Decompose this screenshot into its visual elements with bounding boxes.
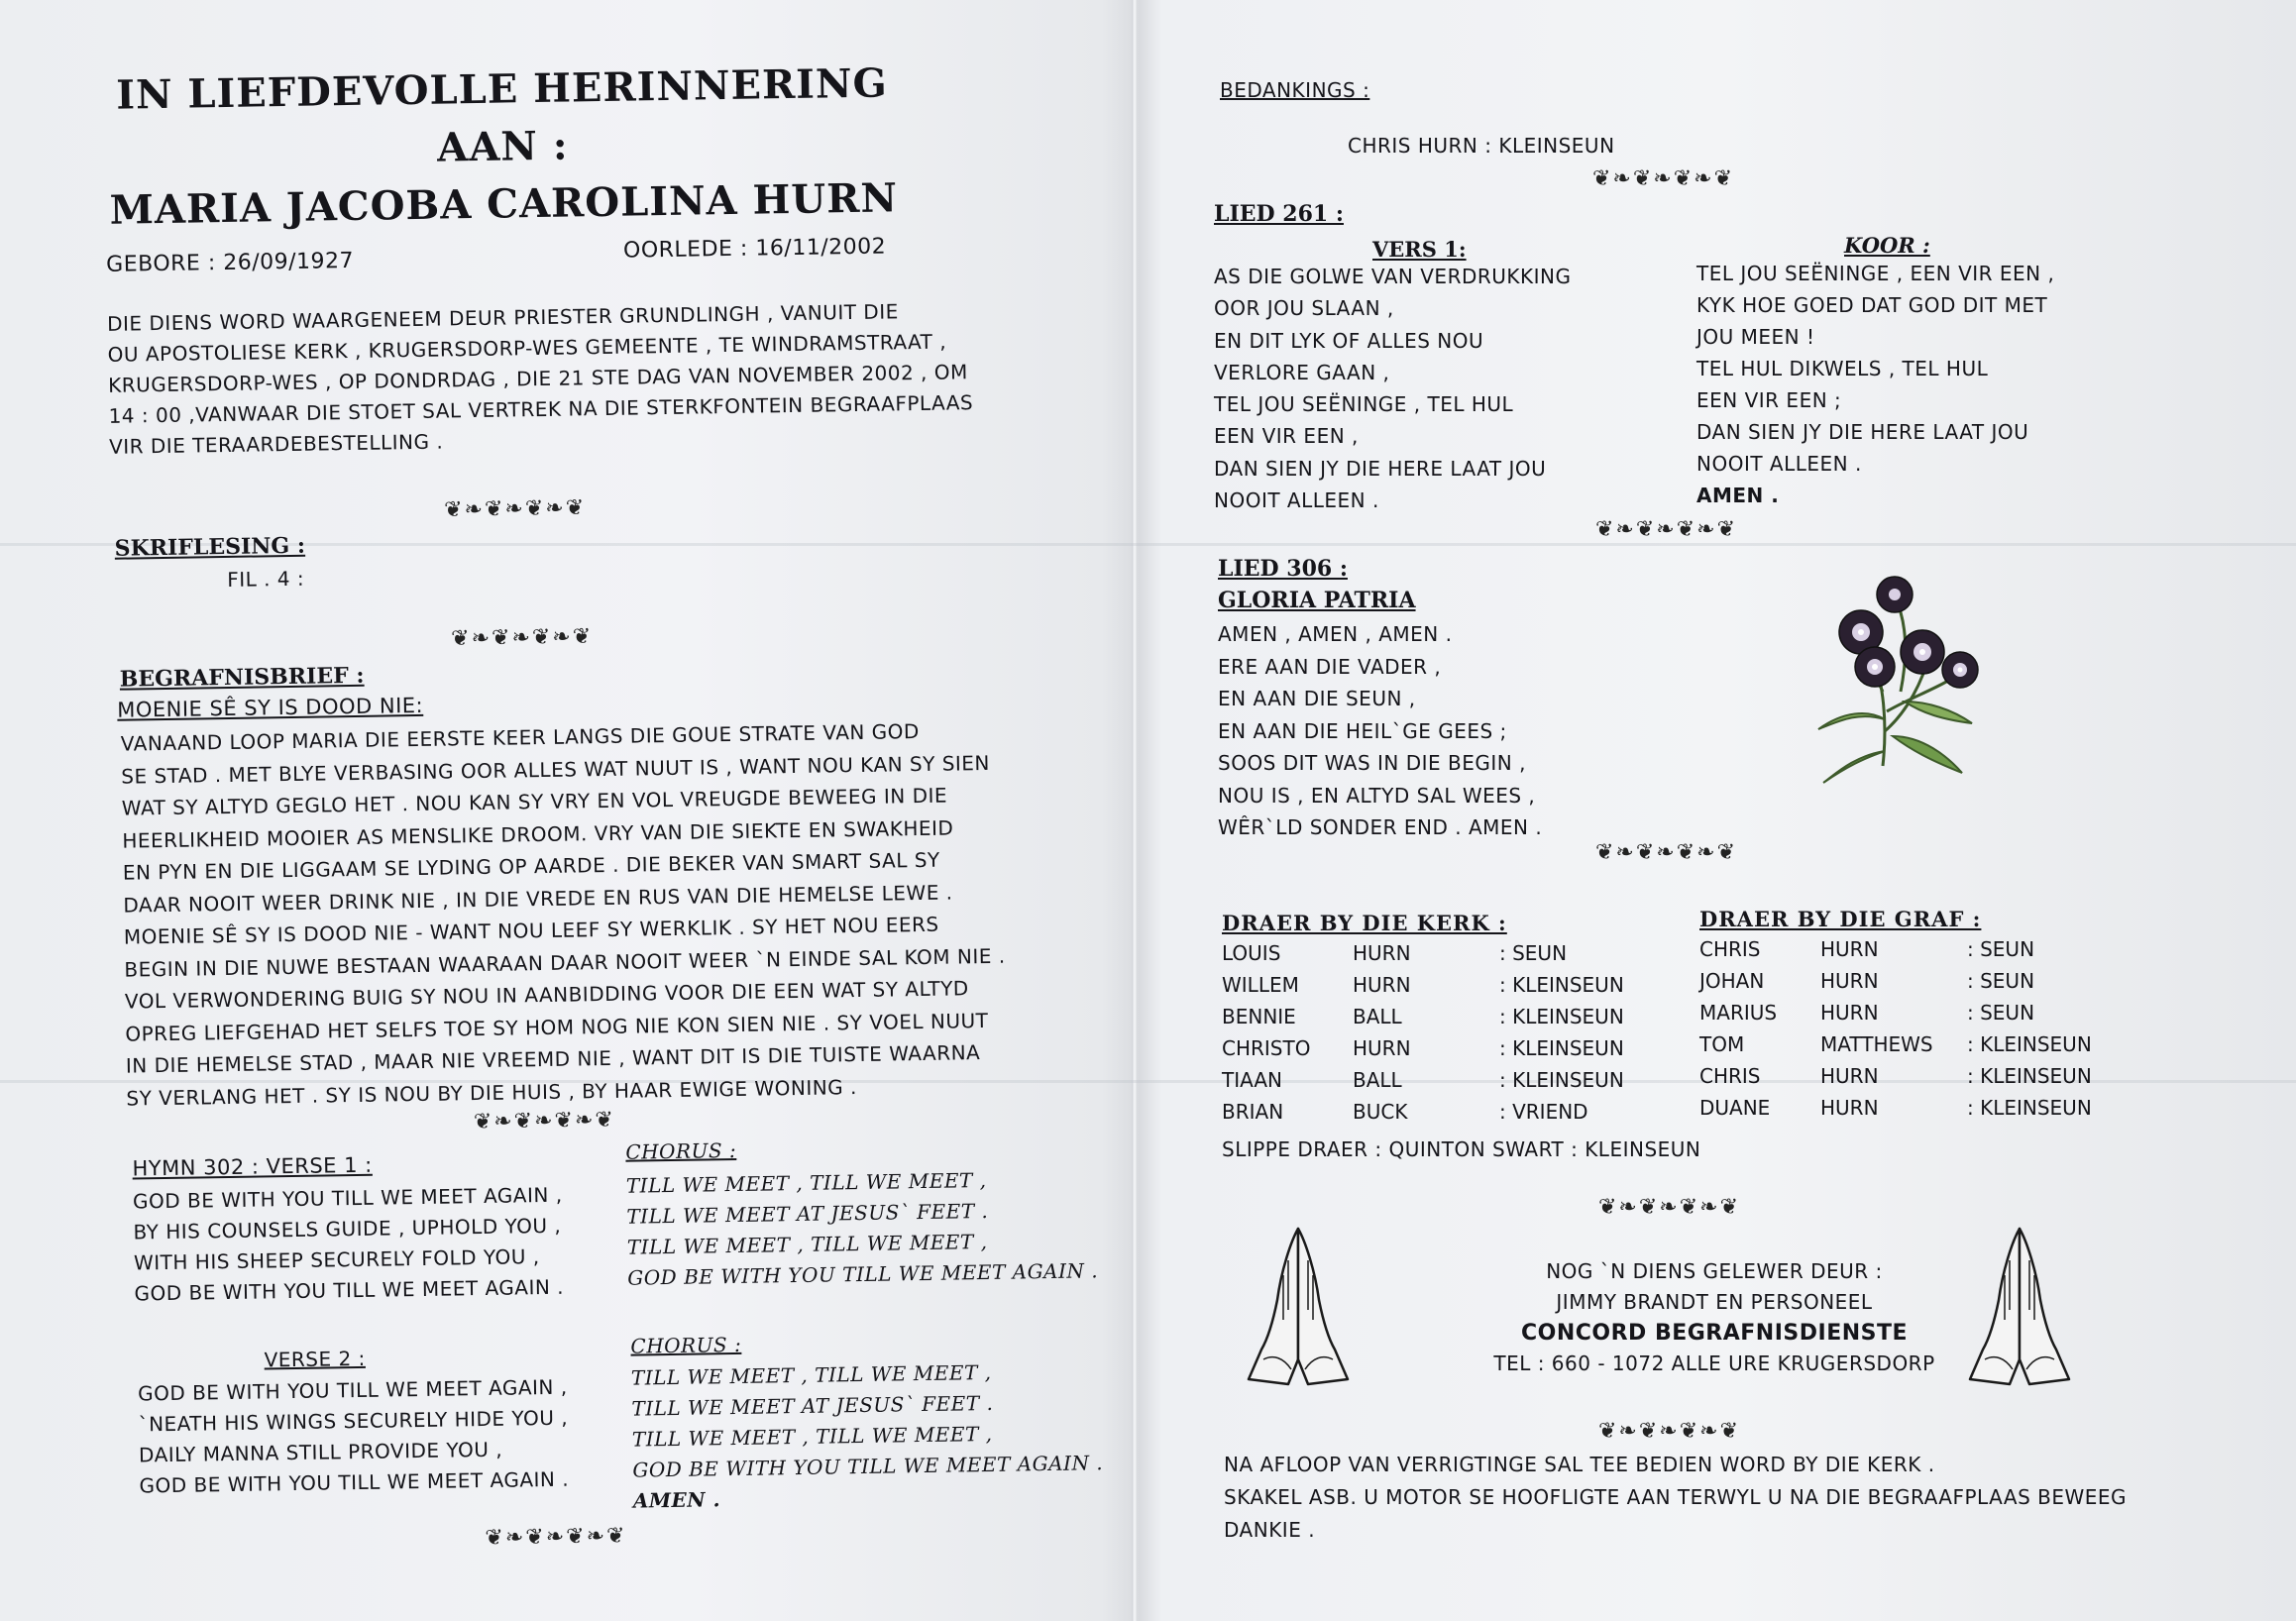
ornament-divider: ❦❧❦❧❦❧❦ xyxy=(450,624,594,652)
chorus-label: CHORUS : xyxy=(625,1137,737,1164)
chorus-line: GOD BE WITH YOU TILL WE MEET AGAIN . xyxy=(632,1451,1104,1482)
verse-2-label: VERSE 2 : xyxy=(264,1346,366,1372)
letter-line: SY VERLANG HET . SY IS NOU BY DIE HUIS , BY HAAR EWIGE WONING . xyxy=(126,1074,858,1111)
slip-bearer: SLIPPE DRAER : QUINTON SWART : KLEINSEUN xyxy=(1222,1137,1701,1161)
closing-line: DANKIE . xyxy=(1224,1518,1316,1542)
undertaker-name: CONCORD BEGRAFNISDIENSTE xyxy=(1520,1321,1909,1346)
koor-line: DAN SIEN JY DIE HERE LAAT JOU xyxy=(1696,420,2029,444)
closing-line: NA AFLOOP VAN VERRIGTINGE SAL TEE BEDIEN WORD BY DIE KERK . xyxy=(1224,1453,1935,1476)
table-row xyxy=(1699,937,2092,969)
letter-body xyxy=(121,712,1098,1114)
bearer-first-name: WILLEM xyxy=(1222,973,1299,997)
koor-line: AMEN . xyxy=(1696,484,1780,507)
gloria-line: EN AAN DIE HEIL`GE GEES ; xyxy=(1218,718,1507,743)
verse-label: VERS 1: xyxy=(1372,237,1467,262)
koor-line: KYK HOE GOED DAT GOD DIT MET xyxy=(1696,293,2048,317)
intro-line: VIR DIE TERAARDEBESTELLING . xyxy=(108,429,444,459)
table-row xyxy=(1699,1032,2092,1064)
table-row xyxy=(1222,973,1624,1005)
hymn-line: GOD BE WITH YOU TILL WE MEET AGAIN . xyxy=(134,1274,565,1306)
bearer-relation: : SEUN xyxy=(1499,941,1568,965)
koor-label: KOOR : xyxy=(1844,233,1930,258)
church-bearers-heading: DRAER BY DIE KERK : xyxy=(1222,911,1507,935)
bearer-surname: HURN xyxy=(1353,941,1411,965)
bearer-surname: BALL xyxy=(1353,1068,1402,1092)
lied-306-lines xyxy=(1218,618,1542,844)
bearer-first-name: CHRIS xyxy=(1699,937,1761,961)
letter-line: VANAAND LOOP MARIA DIE EERSTE KEER LANGS DIE GOUE STRATE VAN GOD xyxy=(120,719,921,756)
chorus-line: TILL WE MEET , TILL WE MEET , xyxy=(631,1421,993,1452)
koor-line: TEL JOU SEËNINGE , EEN VIR EEN , xyxy=(1696,262,2055,285)
hymn-chorus-1 xyxy=(626,1163,1099,1293)
lied-line: EN DIT LYK OF ALLES NOU xyxy=(1214,328,1484,353)
koor-line: TEL HUL DIKWELS , TEL HUL xyxy=(1696,357,1989,380)
table-row xyxy=(1222,1036,1624,1068)
gloria-patria: GLORIA PATRIA xyxy=(1218,588,1416,613)
letter-heading: BEGRAFNISBRIEF : xyxy=(119,662,365,693)
bearer-relation: : SEUN xyxy=(1967,937,2035,961)
scripture-heading: SKRIFLESING : xyxy=(114,532,306,562)
bearer-first-name: JOHAN xyxy=(1699,969,1765,993)
hymn-line: BY HIS COUNSELS GUIDE , UPHOLD YOU , xyxy=(133,1213,562,1244)
right-panel xyxy=(1214,0,2215,1621)
bearer-surname: HURN xyxy=(1820,969,1879,993)
chorus-line: AMEN . xyxy=(632,1487,721,1513)
bearer-surname: HURN xyxy=(1820,937,1879,961)
hymn-chorus-2 xyxy=(631,1355,1104,1516)
table-row xyxy=(1699,1064,2092,1096)
chorus-label: CHORUS : xyxy=(630,1332,742,1358)
koor-line: JOU MEEN ! xyxy=(1696,325,1815,349)
lied-306-heading: LIED 306 : xyxy=(1218,556,1348,582)
lied-line: TEL JOU SEËNINGE , TEL HUL xyxy=(1214,392,1514,417)
table-row xyxy=(1699,969,2092,1001)
bearer-first-name: LOUIS xyxy=(1222,941,1281,965)
bearer-relation: : SEUN xyxy=(1967,969,2035,993)
bearer-surname: HURN xyxy=(1820,1096,1879,1120)
lied-line: NOOIT ALLEEN . xyxy=(1214,488,1379,513)
undertaker-phone: TEL : 660 - 1072 ALLE URE KRUGERSDORP xyxy=(1493,1351,1935,1375)
letter-line: MOENIE SÊ SY IS DOOD NIE - WANT NOU LEEF SY WERKLIK . SY HET NOU EERS xyxy=(123,912,939,949)
bearer-surname: HURN xyxy=(1353,973,1411,997)
bearer-first-name: MARIUS xyxy=(1699,1001,1778,1025)
service-intro xyxy=(107,293,1080,462)
bearer-relation: : KLEINSEUN xyxy=(1499,1068,1624,1092)
ornament-divider: ❦❧❦❧❦❧❦ xyxy=(1595,517,1738,542)
hymn-verse-1 xyxy=(133,1180,564,1310)
bearer-relation: : KLEINSEUN xyxy=(1499,1036,1624,1060)
table-row xyxy=(1222,1100,1624,1132)
bearer-surname: HURN xyxy=(1820,1001,1879,1025)
letter-line: HEERLIKHEID MOOIER AS MENSLIKE DROOM. VRY VAN DIE SIEKTE EN SWAKHEID xyxy=(122,814,954,853)
chorus-line: GOD BE WITH YOU TILL WE MEET AGAIN . xyxy=(627,1258,1099,1290)
closing-line: SKAKEL ASB. U MOTOR SE HOOFLIGTE AAN TERWYL U NA DIE BEGRAAFPLAAS BEWEEG xyxy=(1224,1485,2128,1509)
memorial-title xyxy=(95,54,911,240)
grave-bearers-heading: DRAER BY DIE GRAF : xyxy=(1699,907,1982,931)
ornament-divider: ❦❧❦❧❦❧❦ xyxy=(1598,1419,1741,1444)
letter-line: EN PYN EN DIE LIGGAAM SE LYDING OP AARDE . DIE BEKER VAN SMART SAL SY xyxy=(122,847,940,885)
letter-line: DAAR NOOIT WEER DRINK NIE , IN DIE VREDE EN RUS VAN DIE HEMELSE LEWE . xyxy=(123,880,953,918)
intro-line: KRUGERSDORP-WES , OP DONDRDAG , DIE 21 STE DAG VAN NOVEMBER 2002 , OM xyxy=(107,360,968,397)
lied-261-chorus xyxy=(1696,258,2054,511)
hymn-line: GOD BE WITH YOU TILL WE MEET AGAIN , xyxy=(137,1374,568,1406)
scripture-reference: FIL . 4 : xyxy=(227,566,305,592)
gloria-line: WÊR`LD SONDER END . AMEN . xyxy=(1218,815,1543,839)
letter-subheading: MOENIE SÊ SY IS DOOD NIE: xyxy=(117,693,424,722)
bearer-relation: : KLEINSEUN xyxy=(1967,1032,2092,1056)
lied-line: EEN VIR EEN , xyxy=(1214,424,1359,449)
intro-line: OU APOSTOLIESE KERK , KRUGERSDORP-WES GEMEENTE , TE WINDRAMSTRAAT , xyxy=(107,329,947,367)
hymn-verse-2 xyxy=(138,1372,570,1502)
bearer-first-name: DUANE xyxy=(1699,1096,1771,1120)
bearer-surname: MATTHEWS xyxy=(1820,1032,1933,1056)
table-row xyxy=(1699,1001,2092,1032)
bearer-relation: : SEUN xyxy=(1967,1001,2035,1025)
ornament-divider: ❦❧❦❧❦❧❦ xyxy=(1595,840,1738,865)
letter-line: IN DIE HEMELSE STAD , MAAR NIE VREEMD NIE , WANT DIT IS DIE TUISTE WAARNA xyxy=(125,1040,981,1078)
title-line-2: MARIA JACOBA CAROLINA HURN xyxy=(109,174,899,234)
ornament-divider: ❦❧❦❧❦❧❦ xyxy=(1592,166,1735,191)
lied-line: OOR JOU SLAAN , xyxy=(1214,296,1394,321)
title-line-1: IN LIEFDEVOLLE HERINNERING AAN : xyxy=(115,59,889,171)
hymn-line: DAILY MANNA STILL PROVIDE YOU , xyxy=(138,1437,503,1467)
table-row xyxy=(1699,1096,2092,1128)
hymn-line: GOD BE WITH YOU TILL WE MEET AGAIN . xyxy=(139,1466,570,1498)
bearer-relation: : KLEINSEUN xyxy=(1499,973,1624,997)
closing-notes xyxy=(1224,1449,2127,1547)
bearer-first-name: CHRIS xyxy=(1699,1064,1761,1088)
bearer-surname: BALL xyxy=(1353,1005,1402,1028)
bearer-surname: BUCK xyxy=(1353,1100,1408,1124)
gloria-line: ERE AAN DIE VADER , xyxy=(1218,654,1442,679)
lied-line: AS DIE GOLWE VAN VERDRUKKING xyxy=(1214,265,1572,288)
church-bearers-table xyxy=(1222,941,1624,1132)
grave-bearers-table xyxy=(1699,937,2092,1128)
undertaker-line: NOG `N DIENS GELEWER DEUR : xyxy=(1546,1259,1883,1283)
lied-line: DAN SIEN JY DIE HERE LAAT JOU xyxy=(1214,456,1547,481)
hymn-line: `NEATH HIS WINGS SECURELY HIDE YOU , xyxy=(138,1405,569,1437)
ornament-divider: ❦❧❦❧❦❧❦ xyxy=(473,1107,616,1135)
table-row xyxy=(1222,941,1624,973)
koor-line: NOOIT ALLEEN . xyxy=(1696,452,1862,476)
bearer-surname: HURN xyxy=(1820,1064,1879,1088)
koor-line: EEN VIR EEN ; xyxy=(1696,388,1842,412)
intro-line: 14 : 00 ,VANWAAR DIE STOET SAL VERTREK NA DIE STERKFONTEIN BEGRAAFPLAAS xyxy=(108,390,974,428)
ornament-divider: ❦❧❦❧❦❧❦ xyxy=(485,1523,627,1551)
died-date: OORLEDE : 16/11/2002 xyxy=(622,234,887,264)
ornament-divider: ❦❧❦❧❦❧❦ xyxy=(443,495,587,523)
chorus-line: TILL WE MEET AT JESUS` FEET . xyxy=(631,1390,994,1421)
hymn-heading: HYMN 302 : VERSE 1 : xyxy=(132,1152,373,1181)
chorus-line: TILL WE MEET AT JESUS` FEET . xyxy=(626,1198,989,1229)
center-fold xyxy=(1132,0,1138,1621)
thanks-heading: BEDANKINGS : xyxy=(1220,78,1370,102)
hymn-line: GOD BE WITH YOU TILL WE MEET AGAIN , xyxy=(132,1182,563,1214)
chorus-line: TILL WE MEET , TILL WE MEET , xyxy=(625,1168,987,1198)
letter-line: VOL VERWONDERING BUIG SY NOU IN AANBIDDING VOOR DIE EEN WAT SY ALTYD xyxy=(124,976,969,1014)
chorus-line: TILL WE MEET , TILL WE MEET , xyxy=(626,1229,988,1259)
bearer-relation: : KLEINSEUN xyxy=(1967,1096,2092,1120)
lied-261-heading: LIED 261 : xyxy=(1214,201,1344,227)
praying-hands-icon xyxy=(1965,1221,2074,1389)
bearer-first-name: TOM xyxy=(1699,1032,1745,1056)
lied-line: VERLORE GAAN , xyxy=(1214,360,1390,384)
bearer-relation: : KLEINSEUN xyxy=(1499,1005,1624,1028)
table-row xyxy=(1222,1005,1624,1036)
bearer-first-name: TIAAN xyxy=(1222,1068,1282,1092)
intro-line: DIE DIENS WORD WAARGENEEM DEUR PRIESTER GRUNDLINGH , VANUIT DIE xyxy=(106,299,899,336)
hymn-line: WITH HIS SHEEP SECURELY FOLD YOU , xyxy=(133,1244,540,1275)
bearer-first-name: CHRISTO xyxy=(1222,1036,1311,1060)
thanks-line: CHRIS HURN : KLEINSEUN xyxy=(1348,134,1615,158)
bearer-relation: : VRIEND xyxy=(1499,1100,1588,1124)
born-date: GEBORE : 26/09/1927 xyxy=(106,248,355,277)
bearer-relation: : KLEINSEUN xyxy=(1967,1064,2092,1088)
undertaker-line: JIMMY BRANDT EN PERSONEEL xyxy=(1556,1290,1873,1314)
letter-line: OPREG LIEFGEHAD HET SELFS TOE SY HOM NOG NIE KON SIEN NIE . SY VOEL NUUT xyxy=(125,1008,989,1046)
chorus-line: TILL WE MEET , TILL WE MEET , xyxy=(630,1359,992,1390)
letter-line: BEGIN IN DIE NUWE BESTAAN WAARAAN DAAR NOOIT WEER `N EINDE SAL KOM NIE . xyxy=(124,943,1006,982)
gloria-line: AMEN , AMEN , AMEN . xyxy=(1218,622,1453,646)
bearer-first-name: BRIAN xyxy=(1222,1100,1284,1124)
table-row xyxy=(1222,1068,1624,1100)
flower-icon xyxy=(1813,563,1982,786)
ornament-divider: ❦❧❦❧❦❧❦ xyxy=(1598,1195,1741,1220)
gloria-line: SOOS DIT WAS IN DIE BEGIN , xyxy=(1218,751,1526,775)
letter-line: SE STAD . MET BLYE VERBASING OOR ALLES WAT NUUT IS , WANT NOU KAN SY SIEN xyxy=(121,750,991,789)
bearer-surname: HURN xyxy=(1353,1036,1411,1060)
letter-line: WAT SY ALTYD GEGLO HET . NOU KAN SY VRY EN VOL VREUGDE BEWEEG IN DIE xyxy=(121,783,948,820)
gloria-line: NOU IS , EN ALTYD SAL WEES , xyxy=(1218,783,1536,808)
gloria-line: EN AAN DIE SEUN , xyxy=(1218,687,1416,710)
lied-261-verse xyxy=(1214,261,1571,516)
bearer-first-name: BENNIE xyxy=(1222,1005,1296,1028)
left-panel xyxy=(94,0,1104,1621)
